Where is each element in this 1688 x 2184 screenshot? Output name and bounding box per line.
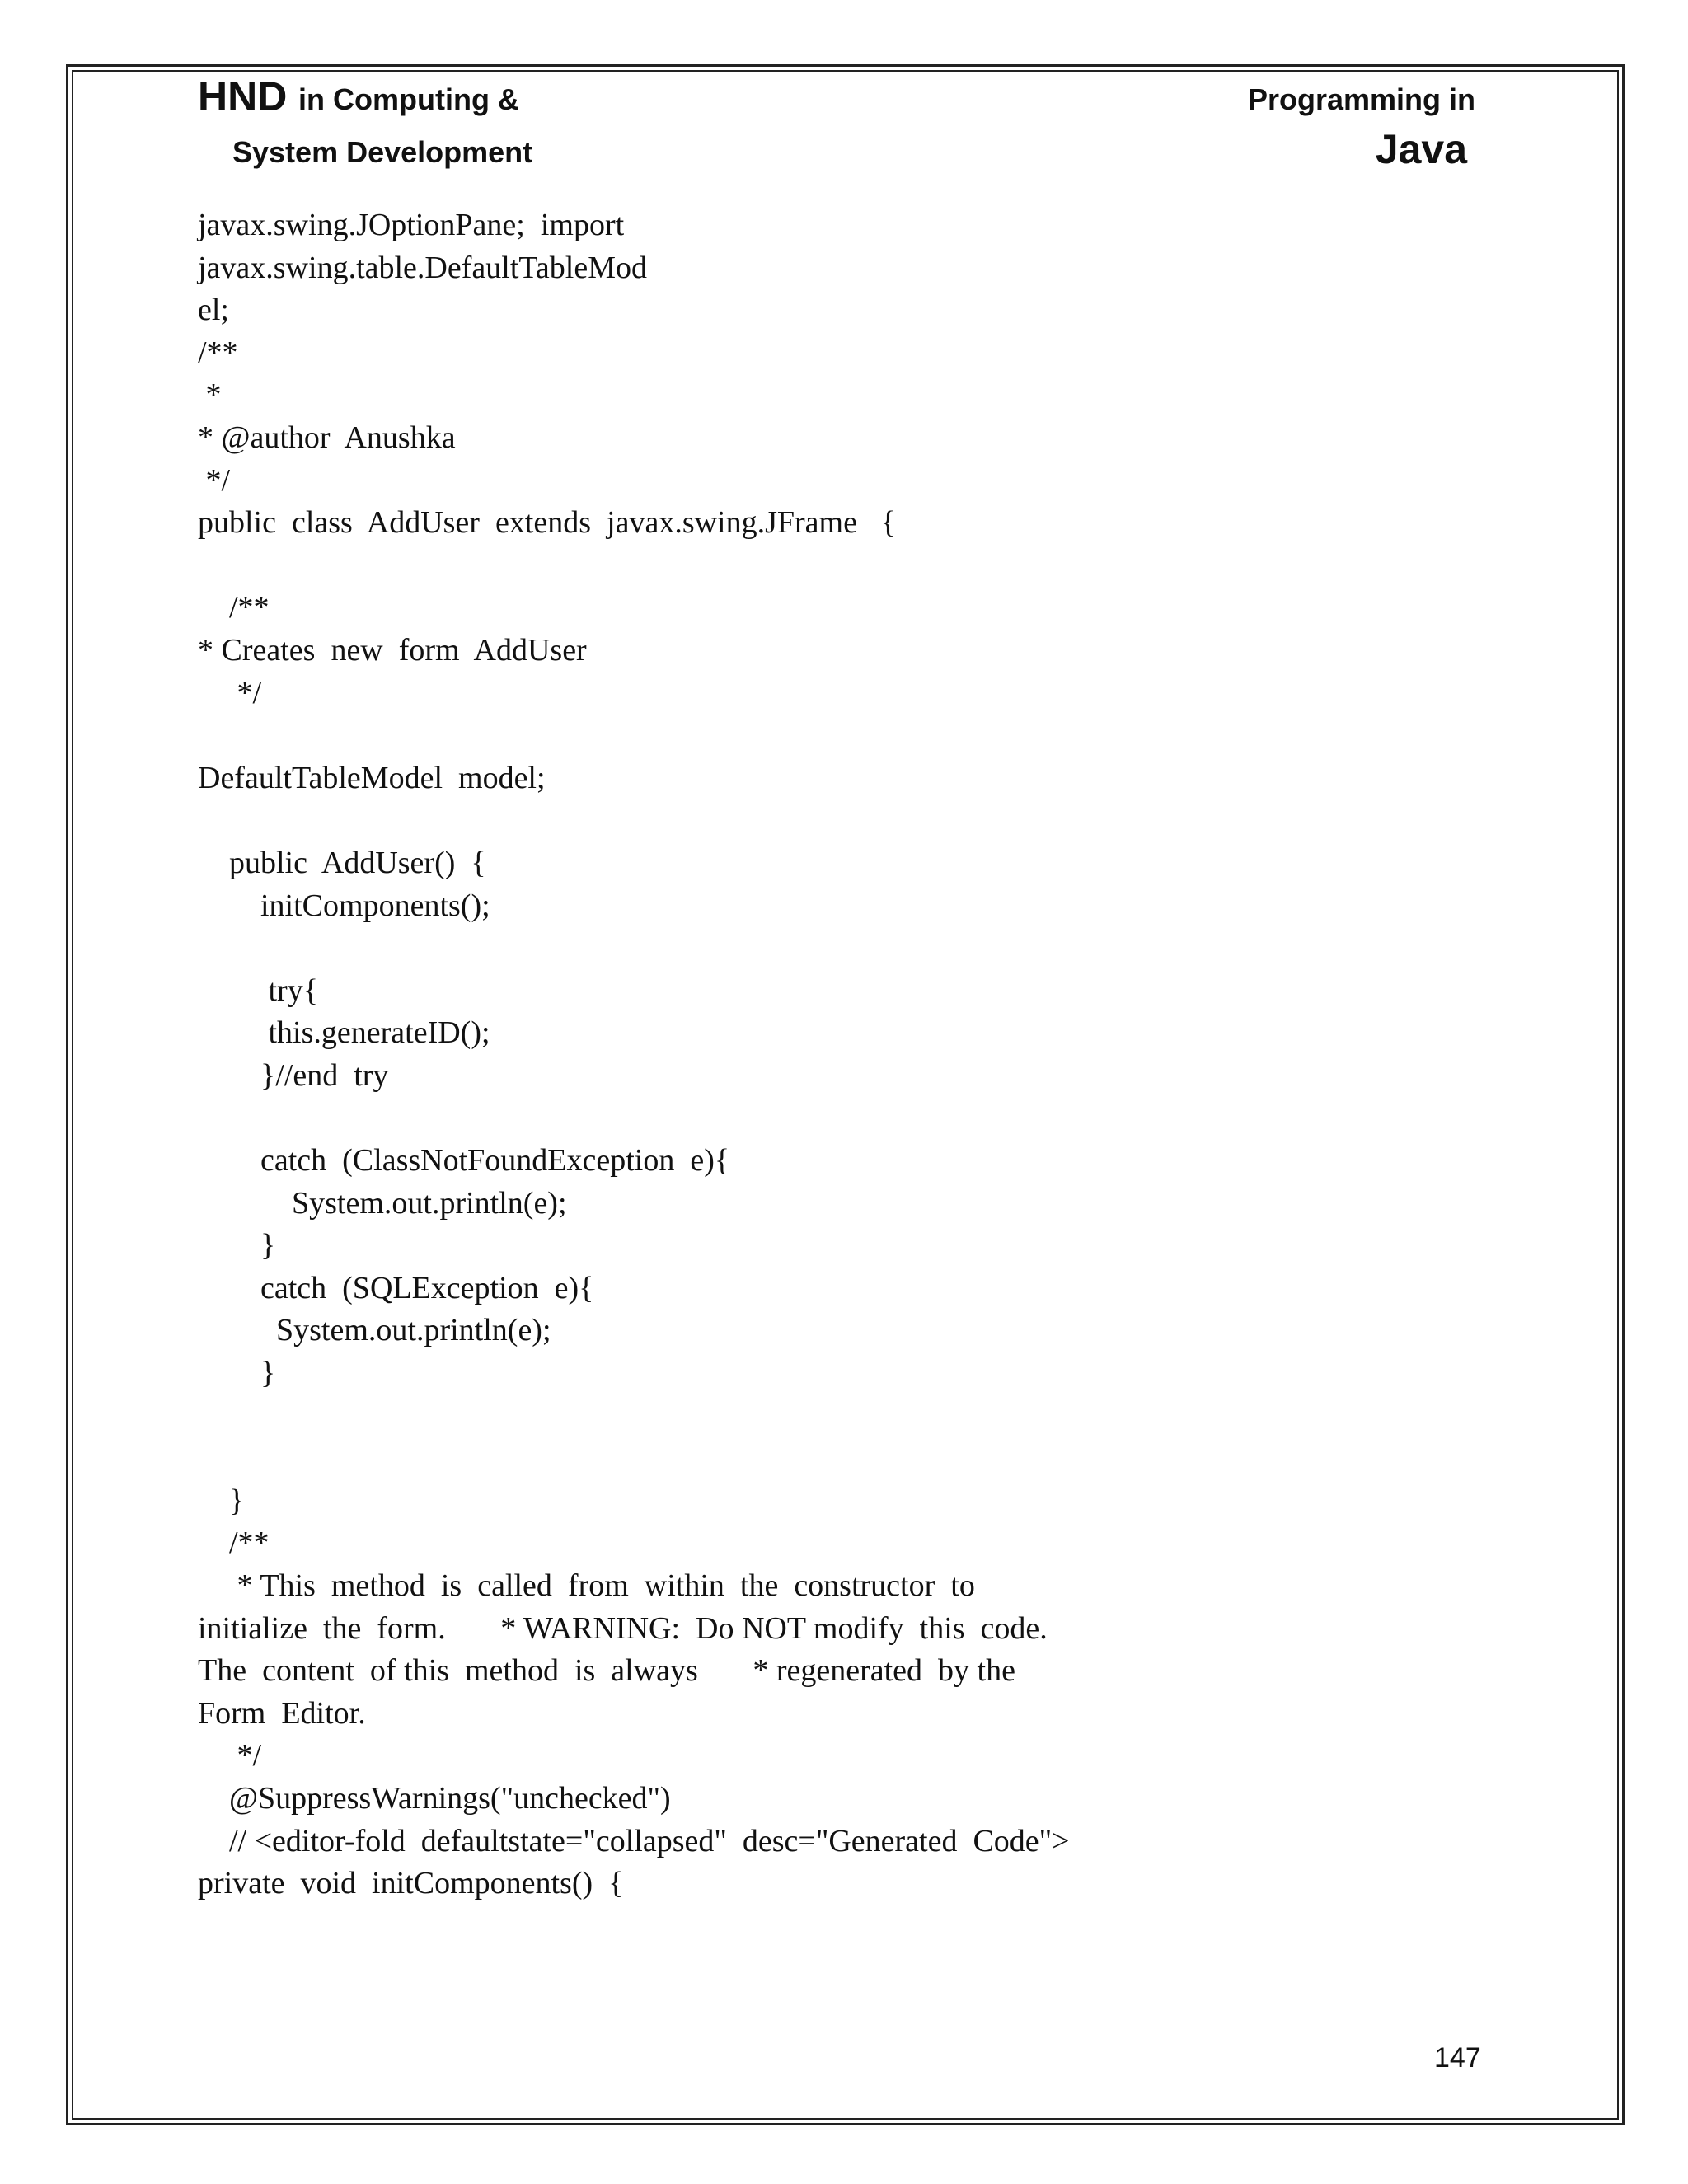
code-listing bbox=[198, 204, 1070, 1905]
code-line: DefaultTableModel model; bbox=[198, 760, 546, 795]
code-line: try{ bbox=[198, 972, 318, 1008]
code-line: } bbox=[198, 1483, 245, 1518]
code-line: System.out.println(e); bbox=[198, 1313, 551, 1348]
code-line: * This method is called from within the constructor to bbox=[198, 1568, 975, 1603]
code-line: private void initComponents() { bbox=[198, 1866, 624, 1901]
code-line: @SuppressWarnings("unchecked") bbox=[198, 1780, 671, 1816]
code-line: Form Editor. bbox=[198, 1695, 366, 1731]
code-line: /** bbox=[198, 1526, 270, 1561]
code-line: */ bbox=[198, 675, 262, 710]
header-hnd: HND bbox=[198, 73, 288, 120]
code-line: * bbox=[198, 377, 222, 413]
code-line: /** bbox=[198, 335, 238, 370]
header-course-line1: in Computing & bbox=[298, 82, 519, 116]
code-line bbox=[198, 1395, 1070, 1438]
code-line: catch (ClassNotFoundException e){ bbox=[198, 1143, 730, 1179]
code-line bbox=[198, 715, 1070, 757]
code-line: public class AddUser extends javax.swing.JFrame { bbox=[198, 505, 896, 541]
code-line bbox=[198, 927, 1070, 970]
code-line: * Creates new form AddUser bbox=[198, 632, 587, 668]
code-line bbox=[198, 545, 1070, 588]
header-subject-line2: Java bbox=[1375, 126, 1467, 172]
code-line bbox=[198, 1097, 1070, 1140]
code-line: /** bbox=[198, 590, 270, 626]
code-line: * @author Anushka bbox=[198, 419, 456, 455]
code-line: javax.swing.table.DefaultTableMod bbox=[198, 250, 648, 285]
code-line: */ bbox=[198, 462, 231, 498]
code-line: } bbox=[198, 1228, 276, 1263]
code-line bbox=[198, 1437, 1070, 1480]
code-line: System.out.println(e); bbox=[198, 1185, 567, 1221]
code-line: The content of this method is always * regenerated by the bbox=[198, 1653, 1015, 1689]
code-line: javax.swing.JOptionPane; import bbox=[198, 208, 625, 242]
code-line: // <editor-fold defaultstate="collapsed" desc="Generated Code"> bbox=[198, 1823, 1070, 1858]
code-line: initComponents(); bbox=[198, 888, 490, 923]
code-line: this.generateID(); bbox=[198, 1015, 490, 1051]
code-line: */ bbox=[198, 1738, 262, 1774]
header-subject-line1: Programming in bbox=[1247, 82, 1475, 116]
code-line: public AddUser() { bbox=[198, 845, 486, 880]
code-line: catch (SQLException e){ bbox=[198, 1270, 594, 1305]
code-line: } bbox=[198, 1356, 276, 1391]
code-line bbox=[198, 799, 1070, 842]
code-line: initialize the form. * WARNING: Do NOT modify this code. bbox=[198, 1610, 1048, 1646]
code-line: el; bbox=[198, 293, 229, 328]
code-line: }//end try bbox=[198, 1057, 389, 1093]
header-course-line2: System Development bbox=[232, 135, 533, 169]
page-number: 147 bbox=[1434, 2042, 1481, 2074]
